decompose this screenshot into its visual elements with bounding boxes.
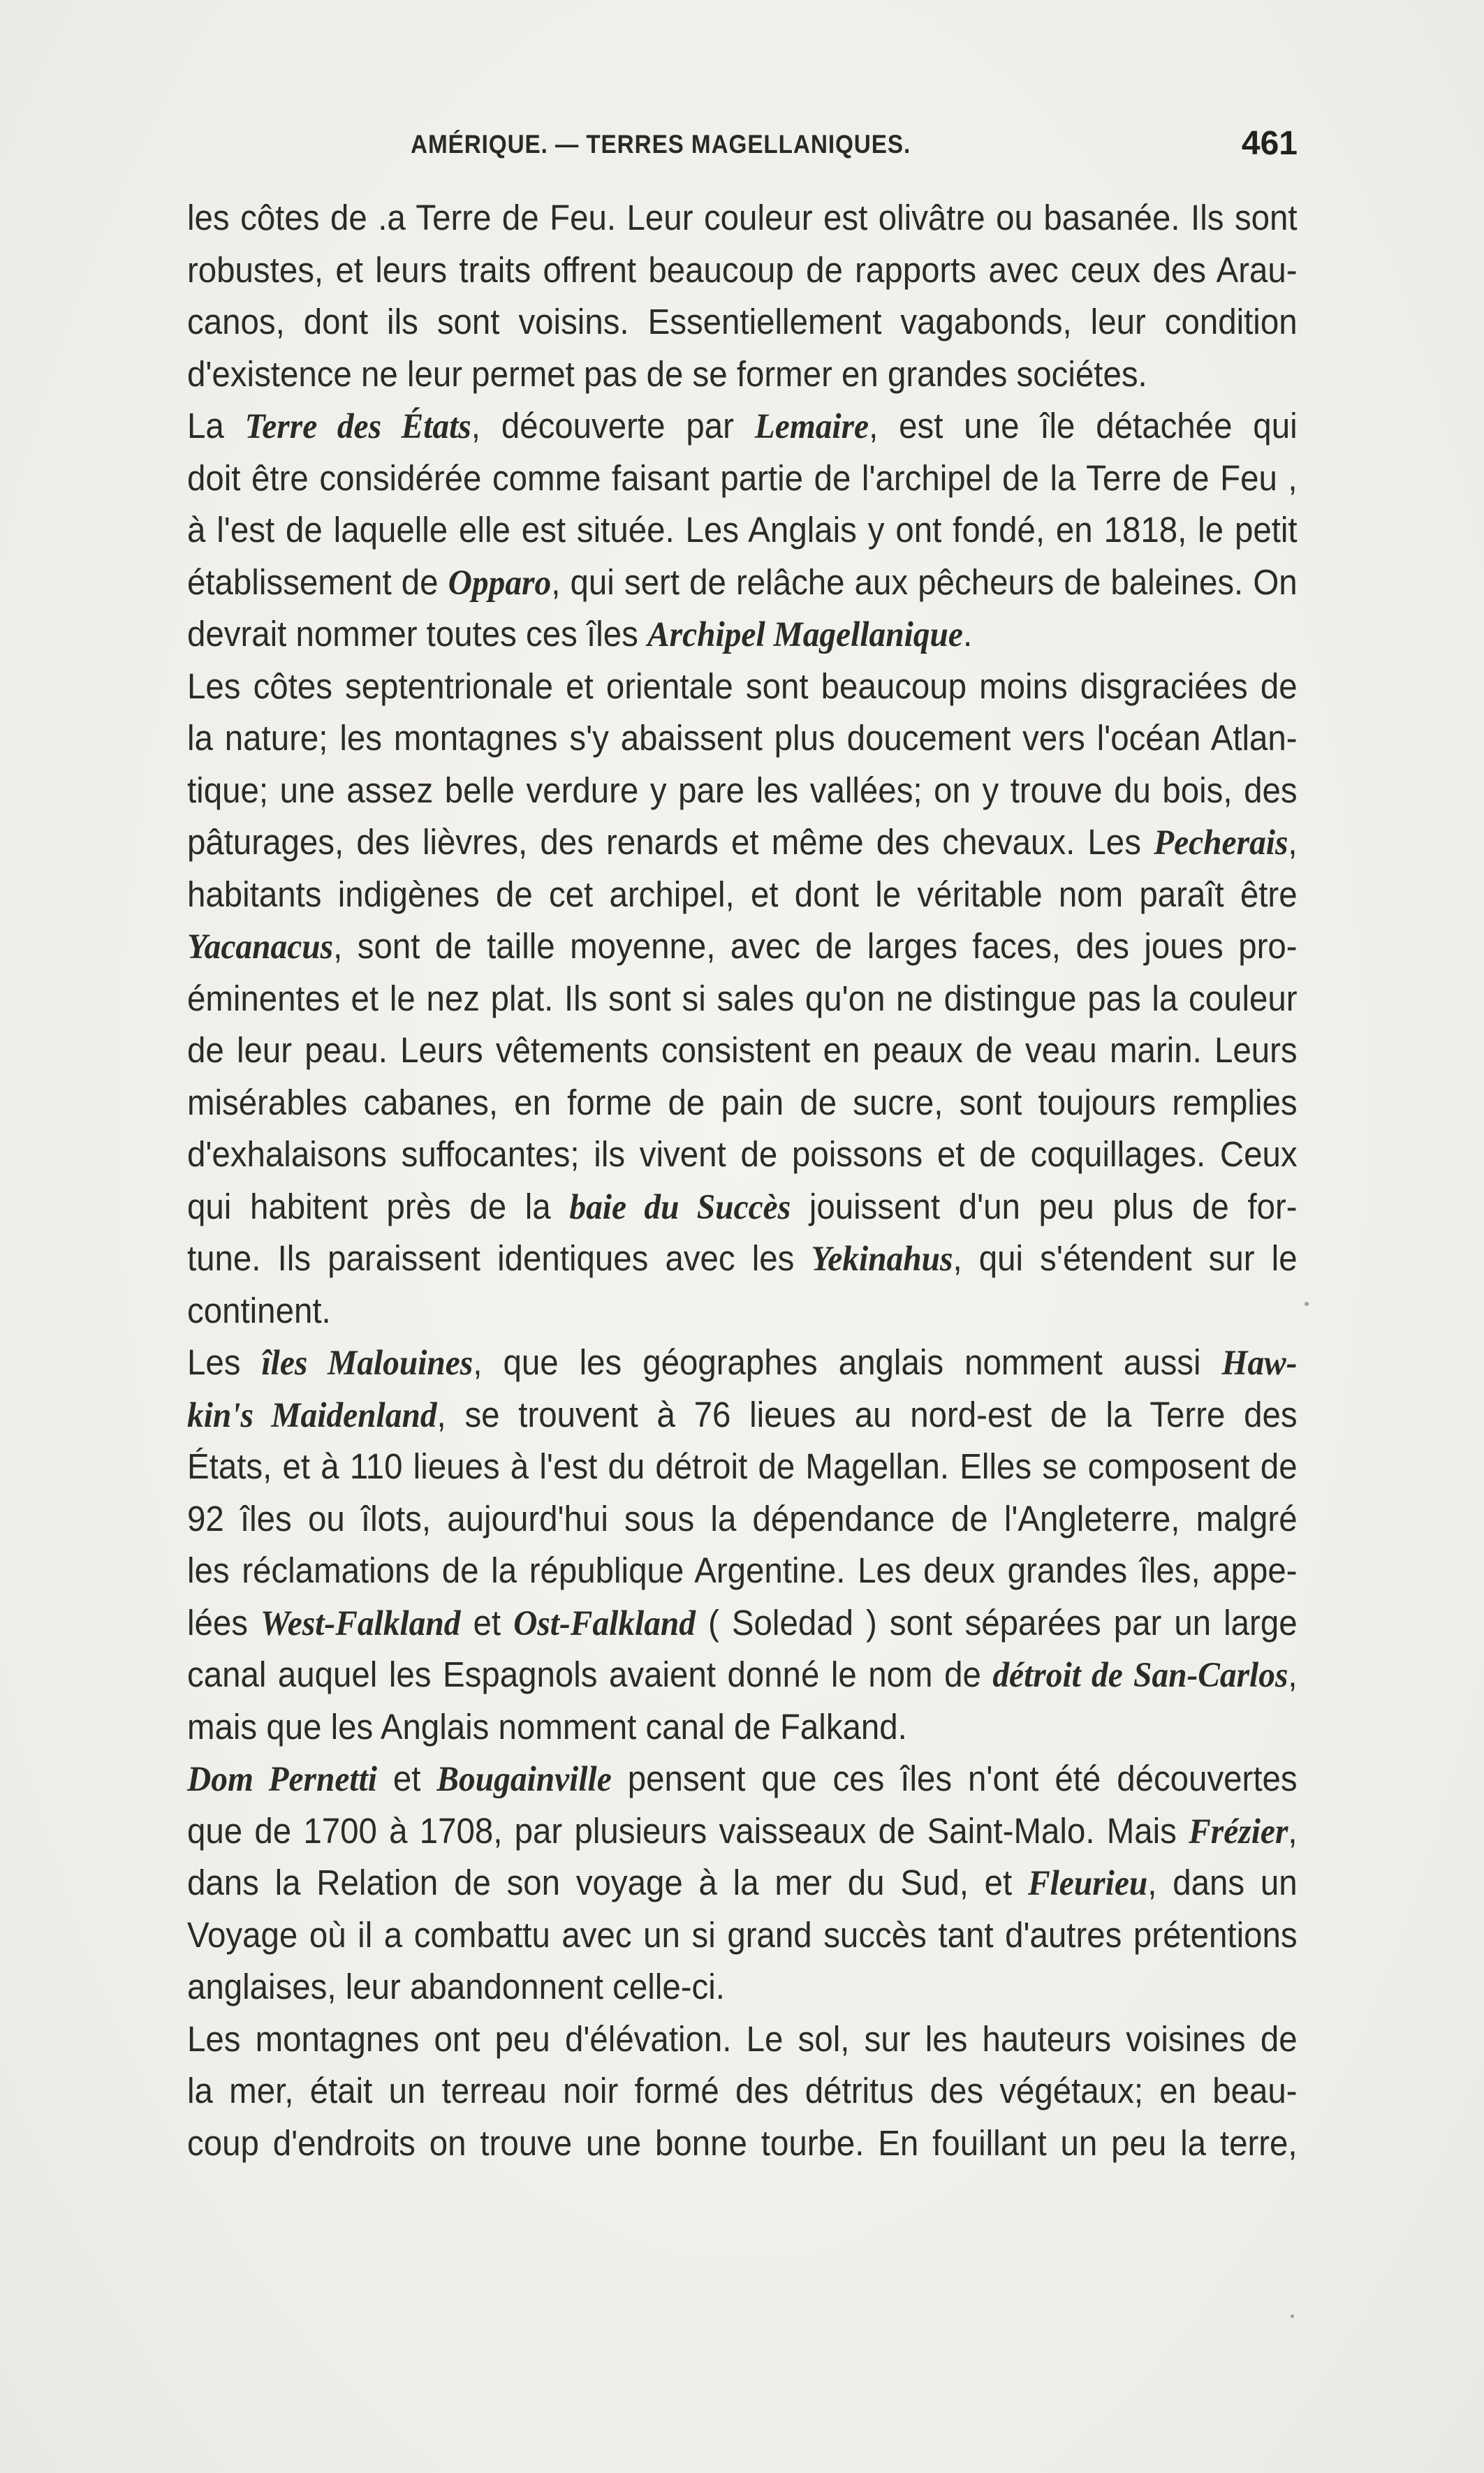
text-line (187, 2118, 1298, 2170)
italic-term: Terre des États (244, 407, 471, 446)
text-run: , que les géographes anglais nomment aussi (473, 1342, 1222, 1382)
body-text (187, 192, 1298, 2169)
italic-term: Pecherais (1154, 823, 1288, 863)
running-head (187, 125, 1298, 172)
italic-term: Yekinahus (811, 1240, 953, 1279)
text-line (187, 816, 1298, 869)
text-run: La (187, 406, 245, 446)
text-line (187, 1649, 1298, 1701)
text-run: lées (187, 1602, 261, 1643)
italic-term: Fleurieu (1027, 1864, 1148, 1903)
text-run: , (1288, 1654, 1298, 1694)
italic-term: Bougainville (436, 1760, 612, 1799)
text-line (187, 765, 1298, 817)
text-run: habitants indigènes de cet archipel, et dont le véritable nom paraît être (187, 874, 1298, 914)
text-line (187, 1233, 1298, 1285)
text-run: . (962, 614, 973, 654)
text-run: dans la Relation de son voyage à la mer du Sud, et (187, 1863, 1028, 1902)
italic-term: Archipel Magellanique (647, 615, 963, 654)
italic-term: baie du Succès (569, 1187, 791, 1227)
italic-term: Frézier (1189, 1812, 1288, 1851)
ink-speck (1291, 2314, 1294, 2318)
text-run: canal auquel les Espagnols avaient donné le nom de (187, 1654, 993, 1694)
text-run: , est une île détachée qui (869, 406, 1298, 446)
italic-term: détroit de San-Carlos (992, 1656, 1288, 1695)
text-line (187, 1805, 1298, 1858)
italic-term: Ost-Falkland (513, 1604, 696, 1643)
text-run: misérables cabanes, en forme de pain de sucre, sont toujours remplies (187, 1082, 1298, 1122)
text-line (187, 400, 1298, 453)
text-run: établissement de (187, 562, 448, 602)
text-run: pâturages, des lièvres, des renards et même des chevaux. Les (187, 822, 1154, 862)
italic-term: West-Falkland (260, 1604, 461, 1643)
text-run: qui habitent près de la (187, 1186, 570, 1226)
text-line (187, 557, 1298, 609)
page-number: 461 (1241, 125, 1298, 162)
text-run: ( Soledad ) sont séparées par un large (696, 1602, 1298, 1643)
text-run: , qui sert de relâche aux pêcheurs de baleines. On (551, 562, 1298, 602)
text-run: devrait nommer toutes ces îles (187, 614, 648, 654)
text-line (187, 1389, 1298, 1441)
text-run: que de 1700 à 1708, par plusieurs vaisseaux de Saint-Malo. Mais (187, 1810, 1189, 1851)
italic-term: îles Malouines (261, 1344, 473, 1383)
text-run: d'exhalaisons suffocantes; ils vivent de poissons et de coquillages. Ceux (187, 1134, 1298, 1174)
text-run: 92 îles ou îlots, aujourd'hui sous la dépendance de l'Angleterre, malgré (187, 1498, 1298, 1539)
text-run: , sont de taille moyenne, avec de larges faces, des joues pro- (333, 926, 1298, 966)
italic-term: kin's Maidenland (187, 1395, 437, 1435)
text-line (187, 2013, 1298, 2066)
text-run: et (376, 1759, 437, 1798)
text-run: robustes, et leurs traits offrent beaucoup de rapports avec ceux des Arau- (187, 249, 1298, 290)
text-run: Les montagnes ont peu d'élévation. Le sol, sur les hauteurs voisines de (187, 2018, 1298, 2059)
text-line (187, 1181, 1298, 1233)
text-line (187, 2065, 1298, 2118)
text-run: tune. Ils paraissent identiques avec les (187, 1238, 811, 1278)
text-line (187, 1701, 1298, 1754)
text-line (187, 1077, 1298, 1129)
text-line (187, 973, 1298, 1025)
text-line (187, 296, 1298, 348)
text-line (187, 1285, 1298, 1337)
text-run: et (460, 1602, 514, 1643)
text-line (187, 1337, 1298, 1389)
text-run: doit être considérée comme faisant partie de l'archipel de la Terre de Feu , (187, 457, 1298, 498)
italic-term: Opparo (448, 563, 552, 603)
text-line (187, 192, 1298, 244)
italic-term: Yacanacus (187, 927, 334, 967)
text-run: États, et à 110 lieues à l'est du détroit de Magellan. Elles se composent de (187, 1446, 1298, 1486)
italic-term: Dom Pernetti (187, 1760, 377, 1799)
text-line (187, 1753, 1298, 1805)
text-run: les réclamations de la république Argentine. Les deux grandes îles, appe- (187, 1550, 1298, 1590)
text-line (187, 869, 1298, 921)
text-run: , se trouvent à 76 lieues au nord-est de la Terre des (436, 1394, 1298, 1434)
text-run: pensent que ces îles n'ont été découvertes (611, 1759, 1298, 1798)
text-line (187, 1545, 1298, 1597)
text-run: éminentes et le nez plat. Ils sont si sales qu'on ne distingue pas la couleur (187, 978, 1298, 1018)
text-run: jouissent d'un peu plus de for- (791, 1186, 1298, 1226)
text-run: tique; une assez belle verdure y pare les vallées; on y trouve du bois, des (187, 770, 1298, 810)
text-run: la nature; les montagnes s'y abaissent plus doucement vers l'océan Atlan- (187, 718, 1298, 758)
text-run: Voyage où il a combattu avec un si grand succès tant d'autres prétentions (187, 1914, 1298, 1955)
text-line (187, 661, 1298, 713)
text-line (187, 348, 1298, 401)
text-run: d'existence ne leur permet pas de se former en grandes sociétes. (187, 353, 1147, 394)
italic-term: Lemaire (754, 407, 869, 446)
text-run: coup d'endroits on trouve une bonne tourbe. En fouillant un peu la terre, (187, 2122, 1298, 2163)
text-run: , découverte par (471, 406, 755, 446)
text-run: , dans un (1147, 1863, 1298, 1902)
running-title: AMÉRIQUE. — TERRES MAGELLANIQUES. (411, 130, 911, 159)
text-line (187, 504, 1298, 557)
ink-speck (1305, 1302, 1309, 1306)
text-line (187, 712, 1298, 765)
text-line (187, 1961, 1298, 2013)
text-line (187, 1025, 1298, 1077)
text-run: anglaises, leur abandonnent celle-ci. (187, 1967, 725, 2006)
text-line (187, 1493, 1298, 1546)
text-line (187, 453, 1298, 505)
text-line (187, 920, 1298, 973)
text-run: de leur peau. Leurs vêtements consistent en peaux de veau marin. Leurs (187, 1030, 1298, 1070)
text-run: , (1288, 1810, 1298, 1851)
text-line (187, 1129, 1298, 1181)
text-run: à l'est de laquelle elle est située. Les Anglais y ont fondé, en 1818, le petit (187, 510, 1298, 550)
text-run: continent. (187, 1290, 331, 1330)
text-run: Les côtes septentrionale et orientale sont beaucoup moins disgraciées de (187, 666, 1298, 706)
text-run: , (1288, 822, 1298, 862)
text-run: , qui s'étendent sur le (953, 1238, 1298, 1278)
text-run: les côtes de .a Terre de Feu. Leur couleur est olivâtre ou basanée. Ils sont (187, 198, 1298, 237)
text-line (187, 1441, 1298, 1493)
text-line (187, 1597, 1298, 1650)
text-line (187, 1909, 1298, 1962)
text-line (187, 1857, 1298, 1909)
text-line (187, 244, 1298, 297)
italic-term: Haw- (1221, 1344, 1298, 1383)
text-run: la mer, était un terreau noir formé des détritus des végétaux; en beau- (187, 2071, 1298, 2111)
text-run: canos, dont ils sont voisins. Essentiellement vagabonds, leur condition (187, 302, 1298, 342)
text-run: Les (187, 1342, 262, 1382)
text-line (187, 608, 1298, 661)
text-run: mais que les Anglais nomment canal de Falkand. (187, 1706, 907, 1747)
